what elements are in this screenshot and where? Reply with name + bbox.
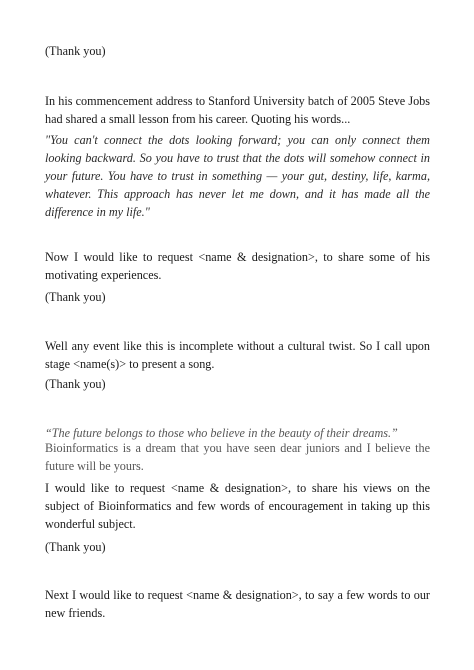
thank-you-note-4: (Thank you)	[45, 540, 106, 554]
future-quote: “The future belongs to those who believe in the beauty of their dreams.”	[45, 426, 398, 440]
jobs-quote: "You can't connect the dots looking forward; you can only connect them looking backward. So you have to trust that the dots will somehow connect in your future. You have to trust in something — your gut, destiny, life, karma, whatever. This approach has never let me down, and it has made all the difference in my life."	[45, 133, 430, 219]
thank-you-note-1: (Thank you)	[45, 44, 106, 58]
jobs-intro-paragraph: In his commencement address to Stanford University batch of 2005 Steve Jobs had shared a small lesson from his career. Quoting his words...	[45, 94, 430, 126]
bioinformatics-paragraph: Bioinformatics is a dream that you have seen dear juniors and I believe the future will be yours.	[45, 441, 430, 473]
thank-you-note-3: (Thank you)	[45, 377, 106, 391]
cultural-paragraph: Well any event like this is incomplete without a cultural twist. So I call upon stage <name(s)> to present a song.	[45, 339, 430, 371]
request-paragraph-1: Now I would like to request <name & designation>, to share some of his motivating experiences.	[45, 250, 430, 282]
thank-you-note-2: (Thank you)	[45, 290, 106, 304]
request-paragraph-2: I would like to request <name & designation>, to share his views on the subject of Bioinformatics and few words of encouragement in taking up this wonderful subject.	[45, 481, 430, 531]
request-paragraph-3: Next I would like to request <name & designation>, to say a few words to our new friends.	[45, 588, 430, 620]
